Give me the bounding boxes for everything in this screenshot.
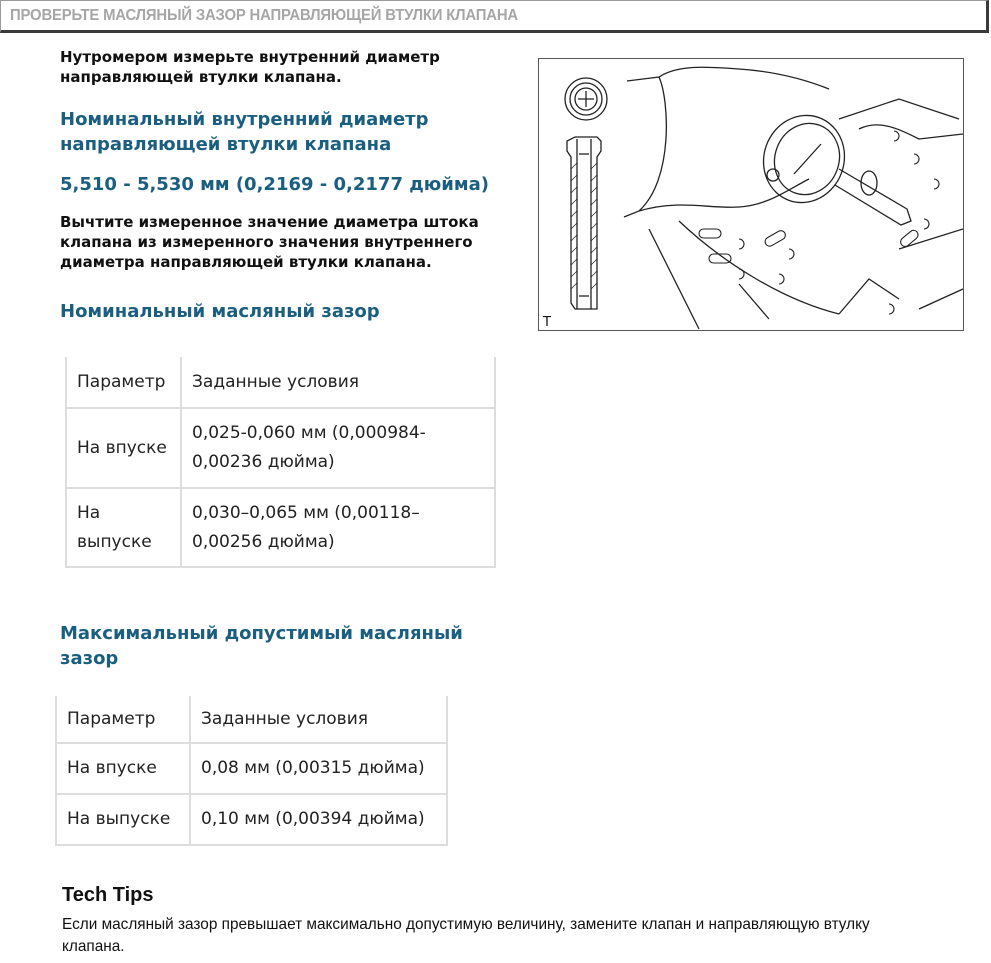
section-title-bar [0, 0, 989, 33]
header-conditions: Заданные условия [190, 696, 447, 743]
instruction-subtract: Вычтите измеренное значение диаметра штока клапана из измеренного значения внутреннего диаметра направляющей втулки клапана. [60, 213, 479, 271]
row-param-exhaust: На выпуске [66, 488, 181, 567]
section-title: ПРОВЕРЬТЕ МАСЛЯНЫЙ ЗАЗОР НАПРАВЛЯЮЩЕЙ ВТУЛКИ КЛАПАНА [10, 7, 518, 24]
max-clearance-table [55, 696, 448, 846]
row-value-exhaust: 0,10 мм (0,00394 дюйма) [190, 794, 447, 845]
row-param-intake: На впуске [66, 408, 181, 488]
row-value-intake: 0,08 мм (0,00315 дюйма) [190, 743, 447, 794]
tech-tips-title: Tech Tips [62, 884, 154, 906]
table-row [56, 743, 447, 794]
row-value-exhaust: 0,030–0,065 мм (0,00118–0,00256 дюйма) [181, 488, 495, 567]
table-row [66, 488, 495, 567]
row-param-intake: На впуске [56, 743, 190, 794]
tech-tips-text: Если масляный зазор превышает максимально допустимую величину, замените клапан и направляющую втулку клапана. [62, 916, 870, 955]
instruction-measure-diameter: Нутромером измерьте внутренний диаметр направляющей втулки клапана. [60, 48, 440, 86]
table-header-row [66, 357, 495, 408]
nominal-clearance-table [65, 357, 496, 568]
header-parameter: Параметр [56, 696, 190, 743]
nominal-diameter-heading: Номинальный внутренний диаметр направляющей втулки клапана [60, 109, 429, 155]
nominal-diameter-value: 5,510 - 5,530 мм (0,2169 - 0,2177 дюйма) [60, 174, 489, 195]
row-param-exhaust: На выпуске [56, 794, 190, 845]
table-row [66, 408, 495, 488]
valve-guide-illustration [538, 58, 964, 331]
max-clearance-heading: Максимальный допустимый масляный зазор [60, 623, 463, 669]
header-parameter: Параметр [66, 357, 181, 408]
header-conditions: Заданные условия [181, 357, 495, 408]
nominal-clearance-heading: Номинальный масляный зазор [60, 301, 380, 322]
row-value-intake: 0,025-0,060 мм (0,000984-0,00236 дюйма) [181, 408, 495, 488]
valve-guide-bore-gauge-icon [539, 59, 963, 330]
table-header-row [56, 696, 447, 743]
figure-label: T [543, 315, 551, 330]
table-row [56, 794, 447, 845]
